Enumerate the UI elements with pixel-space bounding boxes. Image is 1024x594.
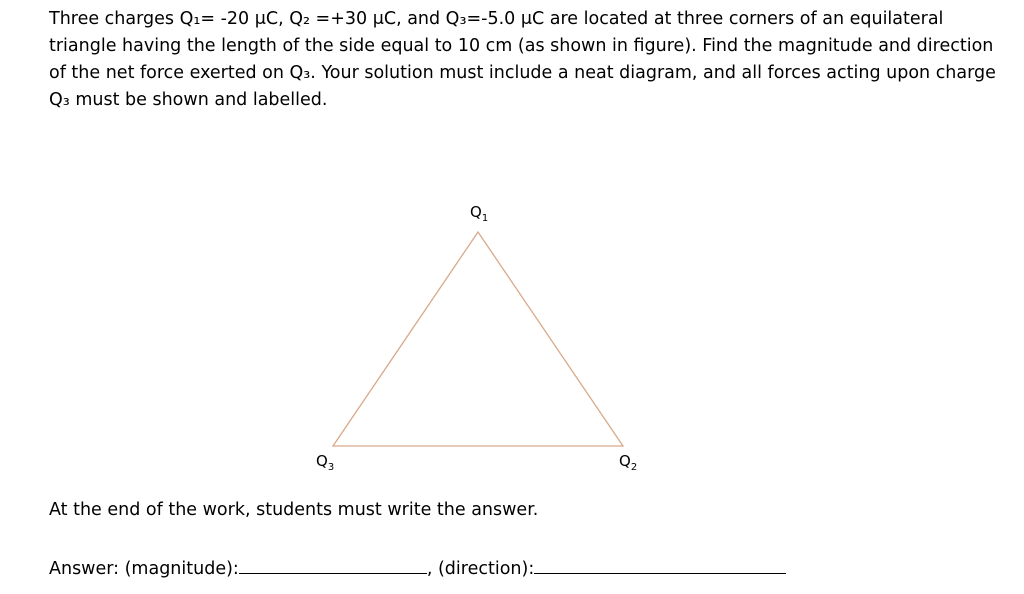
label-q1-sub: 1 bbox=[481, 213, 489, 224]
answer-separator: , bbox=[426, 559, 433, 579]
label-q3-sub: 3 bbox=[327, 462, 335, 473]
direction-label: (direction): bbox=[432, 559, 535, 579]
equilateral-triangle bbox=[333, 232, 623, 446]
label-q2-sub: 2 bbox=[630, 462, 638, 473]
label-q3-main: Q bbox=[316, 452, 328, 470]
answer-line bbox=[49, 555, 786, 579]
problem-statement: Three charges Q₁= -20 μC, Q₂ =+30 μC, and Q₃=-5.0 μC are located at three corners of an equilateral triangle having the length of the side equal to 10 cm (as shown in figure). Find the magnitude and direction of the net force exerted on Q₃. Your solution must include a neat diagram, and all forces acting upon charge Q₃ must be shown and labelled. bbox=[49, 9, 996, 110]
label-q2-main: Q bbox=[619, 452, 631, 470]
magnitude-label: Answer: (magnitude): bbox=[49, 559, 239, 579]
label-q2 bbox=[619, 452, 637, 473]
instruction-note: At the end of the work, students must write the answer. bbox=[49, 500, 539, 520]
magnitude-blank[interactable] bbox=[239, 555, 427, 574]
direction-blank[interactable] bbox=[534, 555, 786, 574]
label-q1 bbox=[470, 203, 488, 224]
label-q3 bbox=[316, 452, 334, 473]
label-q1-main: Q bbox=[470, 203, 482, 221]
